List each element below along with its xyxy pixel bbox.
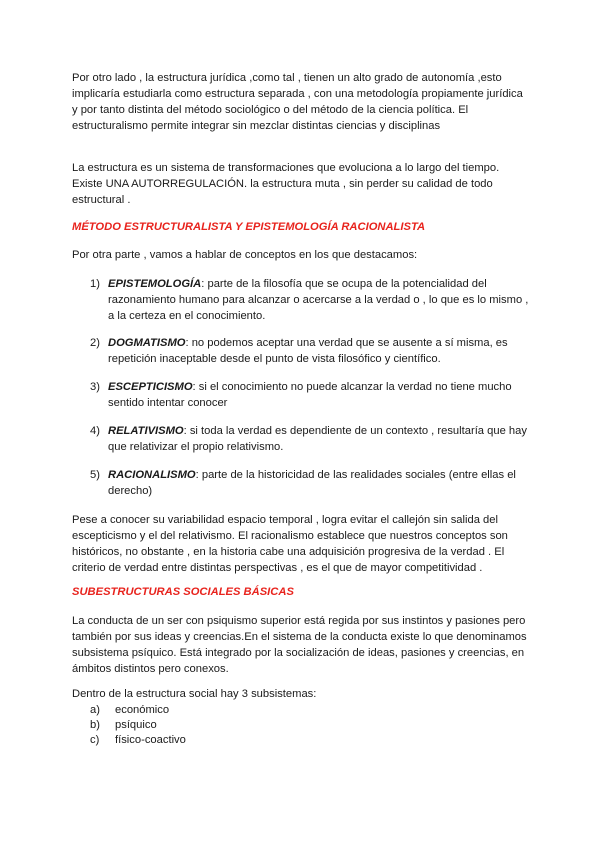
section-heading-structuralist-method: MÉTODO ESTRUCTURALISTA Y EPISTEMOLOGÍA RACIONALISTA	[72, 221, 426, 233]
concept-item-racionalismo	[90, 467, 530, 499]
subsystem-item-psiquico	[90, 717, 157, 733]
concept-definition: : si el conocimiento no puede alcanzar la verdad no tiene mucho sentido intentar conocer	[108, 381, 512, 409]
subsystem-item-fisico-coactivo	[90, 732, 186, 748]
paragraph-structure-transformations: La estructura es un sistema de transformaciones que evoluciona a lo largo del tiempo. Existe UNA AUTORREGULACIÓN. la estructura muta , sin perder su calidad de todo estructural .	[72, 162, 500, 206]
subsystem-item-economico	[90, 702, 169, 718]
list-number: 3)	[90, 381, 100, 393]
concept-item-dogmatismo	[90, 335, 530, 367]
concept-term: DOGMATISMO	[108, 337, 186, 349]
list-letter: a)	[90, 704, 100, 716]
concept-definition: : si toda la verdad es dependiente de un contexto , resultaría que hay que relativizar el propio relativismo.	[108, 425, 527, 453]
list-letter: b)	[90, 719, 100, 731]
paragraph-conduct: La conducta de un ser con psiquismo superior está regida por sus instintos y pasiones pero también por sus ideas y creencias.En el sistema de la conducta existe lo que denominamos subsistema psíquico. Está integrado por la socialización de ideas, pasiones y creencias, en ámbitos distintos pero conexos.	[72, 615, 527, 675]
concept-definition: : parte de la historicidad de las realidades sociales (entre ellas el derecho)	[108, 469, 516, 497]
paragraph-rationalism: Pese a conocer su variabilidad espacio temporal , logra evitar el callejón sin salida del escepticismo y el del relativismo. El racionalismo establece que nuestros conceptos son históricos, no obstante , en la historia cabe una adquisición progresiva de la verdad . El criterio de verdad entre distintas perspectivas , es el que de mayor competitividad .	[72, 514, 508, 574]
list-number: 2)	[90, 337, 100, 349]
concept-item-epistemologia	[90, 276, 530, 324]
concept-term: EPISTEMOLOGÍA	[108, 278, 202, 290]
list-number: 1)	[90, 278, 100, 290]
subsystem-label: psíquico	[115, 719, 157, 731]
concept-term: RELATIVISMO	[108, 425, 184, 437]
paragraph-legal-structure: Por otro lado , la estructura jurídica ,como tal , tienen un alto grado de autonomía ,esto implicaría estudiarla como estructura separada , con una metodología propiamente jurídica y por tanto distinta del método sociológico o del método de la ciencia política. El estructuralismo permite integrar sin mezclar distintas ciencias y disciplinas	[72, 72, 523, 132]
concept-item-escepticismo	[90, 379, 530, 411]
section-heading-social-substructures: SUBESTRUCTURAS SOCIALES BÁSICAS	[72, 586, 294, 598]
subsystems-intro: Dentro de la estructura social hay 3 subsistemas:	[72, 688, 317, 700]
subsystem-label: físico-coactivo	[115, 734, 186, 746]
subsystem-label: económico	[115, 704, 170, 716]
concept-term: RACIONALISMO	[108, 469, 196, 481]
concept-definition: : no podemos aceptar una verdad que se ausente a sí misma, es repetición inaceptable desde el punto de vista filosófico y científico.	[108, 337, 508, 365]
list-number: 5)	[90, 469, 100, 481]
concept-definition: : parte de la filosofía que se ocupa de la potencialidad del razonamiento humano para alcanzar o acercarse a la verdad o , lo que es lo mismo , a la certeza en el conocimiento.	[108, 278, 529, 322]
list-number: 4)	[90, 425, 100, 437]
list-letter: c)	[90, 734, 100, 746]
concept-term: ESCEPTICISMO	[108, 381, 193, 393]
concepts-intro: Por otra parte , vamos a hablar de conceptos en los que destacamos:	[72, 249, 418, 261]
concept-item-relativismo	[90, 423, 530, 455]
